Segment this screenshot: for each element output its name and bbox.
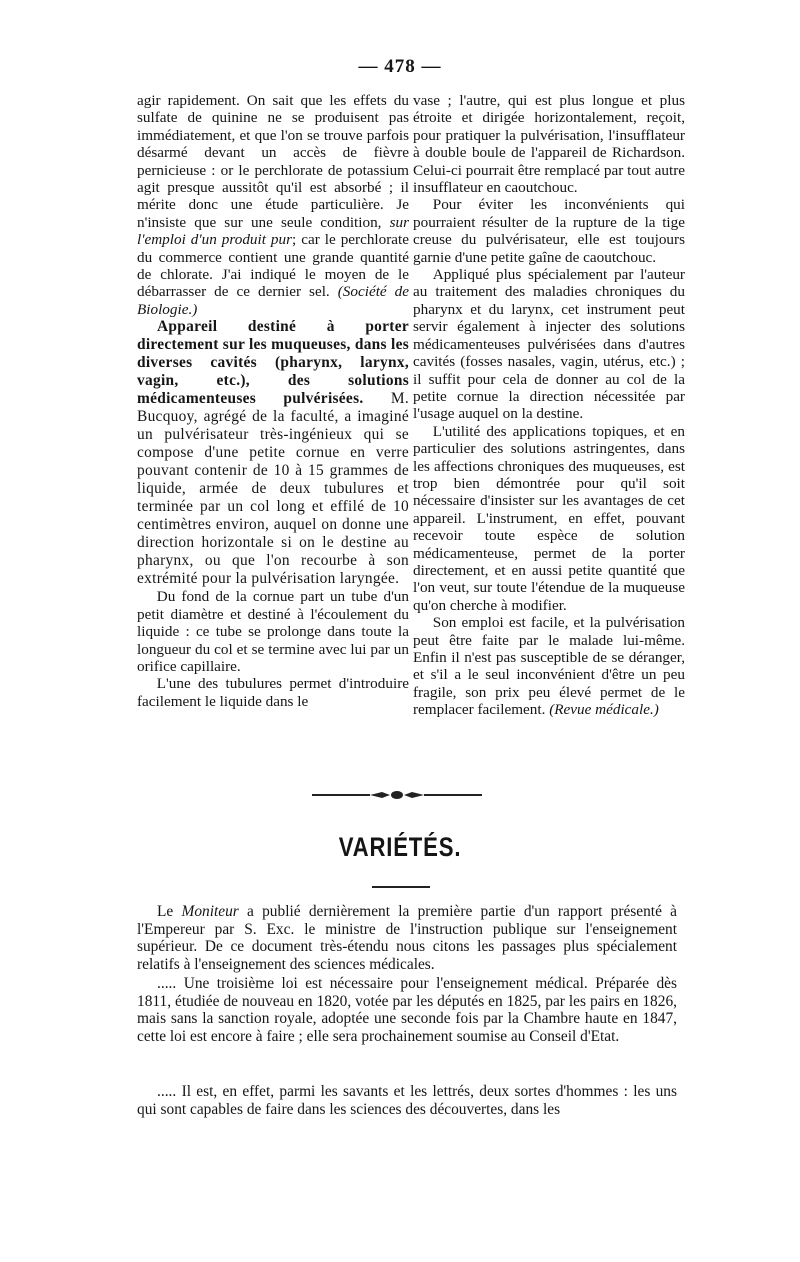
left-column [137, 92, 409, 710]
left-paragraph-3: Du fond de la cornue part un tube d'un petit diamètre et destiné à l'écoulement du liquide : ce tube se prolonge dans toute la longueur du col et se termine avec lui par un orifice capillaire. [137, 588, 409, 675]
source-citation-societe: (Société de Biologie.) [137, 283, 410, 318]
right-paragraph-3: Appliqué plus spécialement par l'auteur au traitement des maladies chroniques du pharynx et du larynx, cet instrument peut servir également à injecter des solutions médicamenteuses pulvérisées dans d'autres cavités (fosses nasales, vagin, utérus, etc.) ; il suffit pour cela de donner au col de la petite cornue la direction nécessitée par l'usage auquel on la destine. [413, 266, 685, 423]
varietes-paragraph-1-lead: Le [157, 903, 174, 920]
page-number: — 478 — [358, 56, 442, 77]
left-paragraph-1-tail: ; car le perchlorate du commerce contient une grande quantité de chlorate. J'ai indiqué le moyen de le débarrasser de ce dernier sel. [137, 231, 409, 301]
varietes-paragraph-3-text: ..... Il est, en effet, parmi les savants et les lettrés, deux sortes d'hommes : les uns qui sont capables de faire dans les sciences des découvertes, dans les [137, 1083, 677, 1118]
varietes-paragraph-1-text: a publié dernièrement la première partie d'un rapport présenté à l'Empereur par S. Exc. le ministre de l'instruction publique sur l'enseignement supérieur. De ce document très-étendu nous citons les passages plus spécialement relatifs à l'enseignement des sciences médicales. [137, 903, 677, 973]
right-column [413, 92, 685, 719]
source-citation-revue: (Revue médicale.) [549, 701, 659, 719]
right-paragraph-4: L'utilité des applications topiques, et en particulier des solutions astringentes, dans les affections chroniques des muqueuses, est trop bien démontrée pour qu'il soit nécessaire d'insister sur les avantages de cet appareil. L'instrument, en effet, pouvant recevoir toute espèce de solution médicamenteuse, permet de la porter directement, et en aussi petite quantité que l'on veut, sur toute l'étendue de la muqueuse qu'on cherche à modifier. [413, 422, 685, 614]
divider-line-left [312, 794, 370, 796]
article-heading-text: Appareil destiné à porter directement sur les muqueuses, dans les diverses cavités (pharynx, larynx, vagin, etc.), des solutions médicamenteuses pulvérisées. [137, 318, 409, 408]
section-title-varietes: VARIÉTÉS. [338, 832, 462, 862]
right-paragraph-5-text: Son emploi est facile, et la pulvérisation peut être faite par le malade lui-même. Enfin il n'est pas susceptible de se déranger, et s'il a le seul inconvénient d'être un peu fragile, son prix peu élevé permet de le remplacer facilement. [413, 614, 685, 719]
divider-ornament-icon [370, 790, 424, 800]
left-paragraph-1-emphasis: sur l'emploi d'un produit pur [137, 213, 409, 249]
right-paragraph-5 [413, 614, 685, 718]
varietes-paragraph-1 [137, 903, 677, 973]
moniteur-emphasis: Moniteur [181, 903, 239, 920]
left-paragraph-2-text: M. Bucquoy, agrégé de la faculté, a imaginé un pulvérisateur très-ingénieux qui se compose d'une petite cornue en verre pouvant contenir de 10 à 15 grammes de liquide, armée de deux tubulures et terminée par un col long et effilé de 10 centimètres environ, auquel on donne une direction horizontale si on le destine au pharynx, ou que l'on recourbe à son extrémité pour la pulvérisation laryngée. [137, 390, 409, 588]
varietes-paragraph-3 [137, 1083, 677, 1118]
varietes-paragraph-2 [137, 975, 677, 1045]
left-paragraph-1-text: agir rapidement. On sait que les effets du sulfate de quinine ne se produisent pas immédiatement, et que l'on se trouve parfois désarmé devant un accès de fièvre pernicieuse : or le perchlorate de potassium agit presque aussitôt qu'il est absorbé ; il mérite donc une étude particulière. Je n'insiste que sur une seule condition, [137, 92, 409, 231]
left-paragraph-1 [137, 92, 409, 318]
title-underline [372, 886, 430, 888]
varietes-paragraph-2-text: ..... Une troisième loi est nécessaire pour l'enseignement médical. Préparée dès 1811, étudiée de nouveau en 1820, votée par les députés en 1825, par les pairs en 1826, mais sans la sanction royale, adoptée une seconde fois par la Chambre haute en 1847, cette loi est encore à faire ; elle sera prochainement soumise au Conseil d'Etat. [137, 975, 677, 1045]
article-heading [137, 318, 409, 588]
right-paragraph-1: vase ; l'autre, qui est plus longue et plus étroite et dirigée horizontalement, reçoit, pour pratiquer la pulvérisation, l'insufflateur à double boule de l'appareil de Richardson. Celui-ci pourrait être remplacé par tout autre insufflateur en caoutchouc. [413, 92, 685, 197]
left-paragraph-4: L'une des tubulures permet d'introduire facilement le liquide dans le [137, 675, 409, 710]
divider-line-right [424, 794, 482, 796]
section-divider [312, 790, 482, 800]
right-paragraph-2: Pour éviter les inconvénients qui pourraient résulter de la rupture de la tige creuse du pulvérisateur, elle est toujours garnie d'une petite gaîne de caoutchouc. [413, 196, 685, 266]
